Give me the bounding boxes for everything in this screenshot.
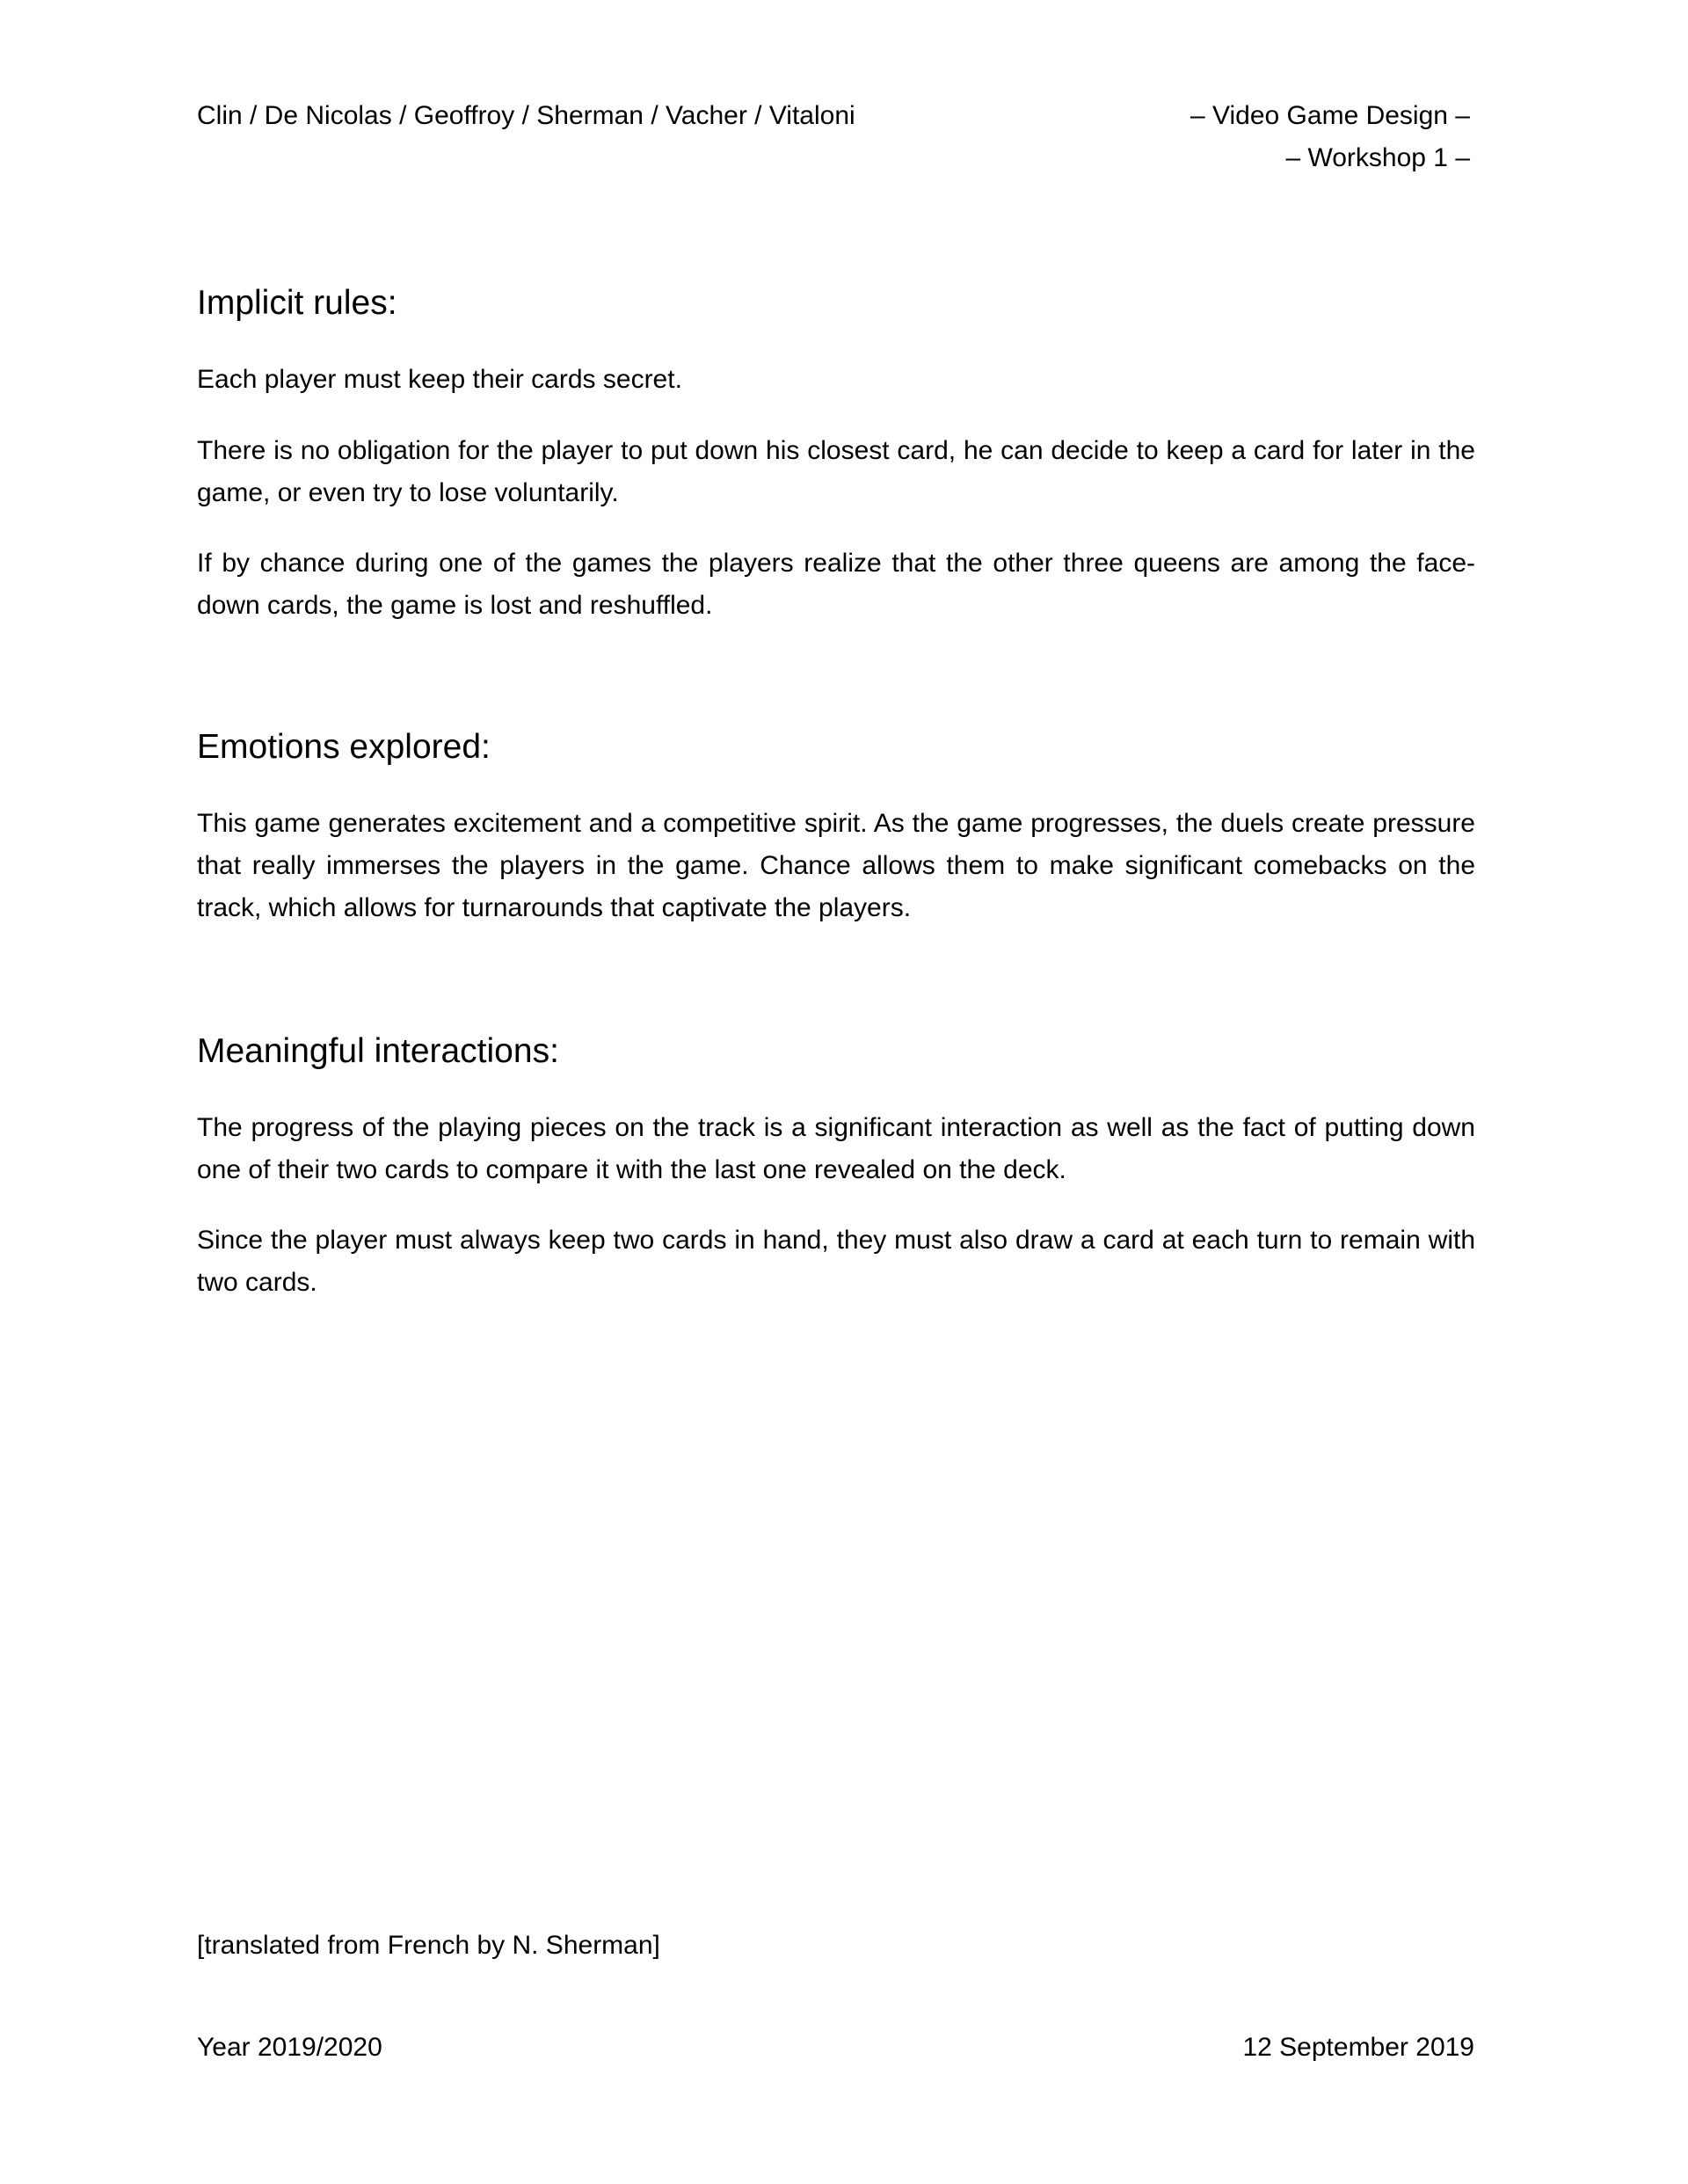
- paragraph: Each player must keep their cards secret.: [197, 365, 682, 394]
- paragraph: This game generates excitement and a competitive spirit. As the game progresses, the duels create pressure that really immerses the players in the game. Chance allows them to make significant comebacks on the track, which allows for turnarounds that captivate the players.: [197, 809, 1475, 922]
- footer-year: Year 2019/2020: [197, 2033, 382, 2062]
- paragraph: There is no obligation for the player to put down his closest card, he can decide to keep a card for later in the game, or even try to lose voluntarily.: [197, 436, 1475, 507]
- paragraph: If by chance during one of the games the players realize that the other three queens are among the face-down cards, the game is lost and reshuffled.: [197, 549, 1475, 620]
- paragraph: Since the player must always keep two cards in hand, they must also draw a card at each turn to remain with two cards.: [197, 1226, 1475, 1297]
- paragraph: The progress of the playing pieces on the track is a significant interaction as well as the fact of putting down one of their two cards to compare it with the last one revealed on the deck.: [197, 1113, 1475, 1184]
- workshop-label: – Workshop 1 –: [1285, 143, 1470, 172]
- section-heading: Emotions explored:: [197, 728, 491, 766]
- course-title: – Video Game Design –: [1190, 101, 1470, 130]
- footer-date: 12 September 2019: [1242, 2033, 1474, 2062]
- translator-note: [translated from French by N. Sherman]: [197, 1931, 660, 1960]
- authors-line: Clin / De Nicolas / Geoffroy / Sherman / Vacher / Vitaloni: [197, 101, 855, 130]
- section-heading: Meaningful interactions:: [197, 1032, 559, 1070]
- section-heading: Implicit rules:: [197, 284, 397, 322]
